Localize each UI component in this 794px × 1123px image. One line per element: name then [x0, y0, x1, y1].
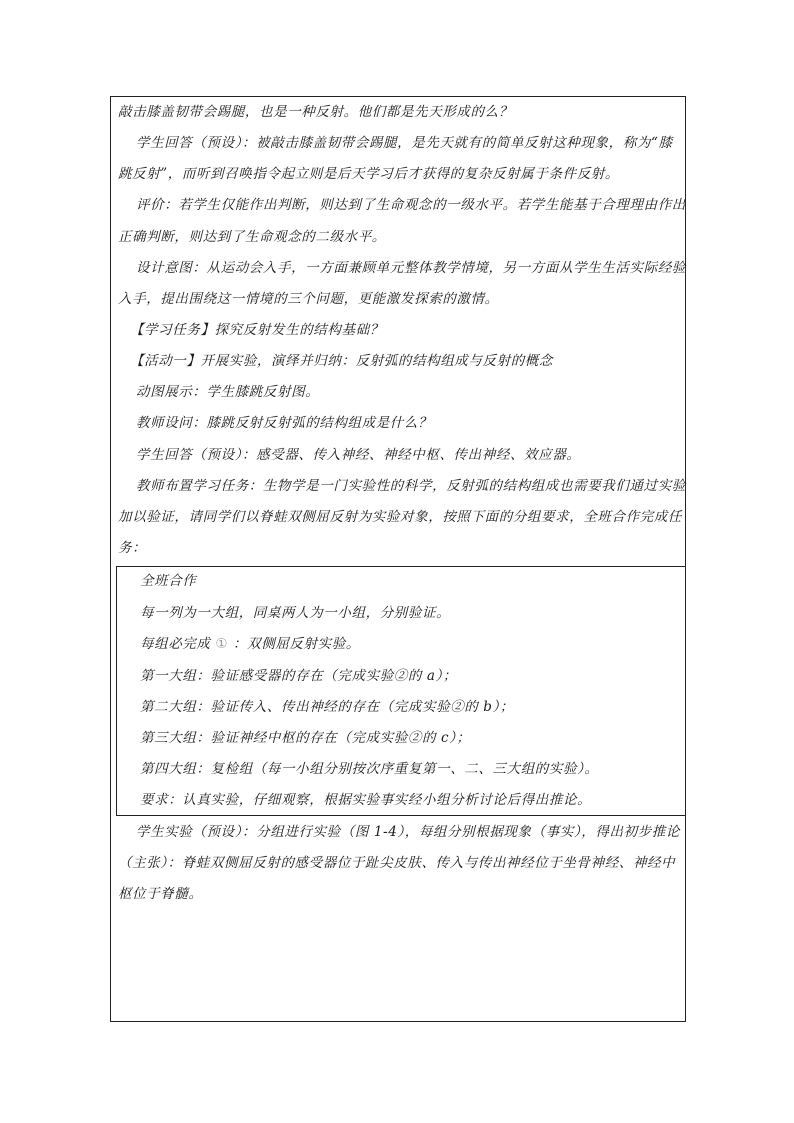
box-line: 第一大组：验证感受器的存在（完成实验②的 a）；	[140, 668, 457, 684]
text-line: 动图展示：学生膝跳反射图。	[136, 384, 320, 400]
text-line: （主张）：脊蛙双侧屈反射的感受器位于趾尖皮肤、传入与传出神经位于坐骨神经、神经中	[118, 855, 676, 871]
box-line: 要求：认真实验，仔细观察，根据实验事实经小组分析讨论后得出推论。	[140, 792, 592, 808]
text-line: 枢位于脊髓。	[118, 886, 203, 902]
text-line: 加以验证，请同学们以脊蛙双侧屈反射为实验对象，按照下面的分组要求，全班合作完成任	[118, 509, 682, 525]
box-line-text: 每组必完成	[140, 636, 211, 652]
text-line: 入手，提出围绕这一情境的三个问题，更能激发探索的激情。	[118, 291, 499, 307]
text-line: 敲击膝盖韧带会踢腿，也是一种反射。他们都是先天形成的么？	[118, 104, 513, 120]
text-line: 学生实验（预设）：分组进行实验（图 1-4），每组分别根据现象（事实），得出初步推论	[136, 824, 680, 840]
box-line-text: ：双侧屈反射实验。	[233, 636, 360, 652]
box-line	[140, 634, 360, 654]
box-title: 全班合作	[140, 573, 197, 589]
text-line: 教师布置学习任务：生物学是一门实验性的科学，反射弧的结构组成也需要我们通过实验	[136, 478, 686, 494]
box-line: 每一列为一大组，同桌两人为一小组，分别验证。	[140, 605, 451, 621]
text-line: 学生回答（预设）：感受器、传入神经、神经中枢、传出神经、效应器。	[136, 447, 581, 463]
text-line: 务：	[118, 540, 147, 556]
box-line: 第二大组：验证传入、传出神经的存在（完成实验②的 b）；	[140, 699, 514, 715]
text-line: 正确判断，则达到了生命观念的二级水平。	[118, 229, 386, 245]
text-line: 跳反射”，而听到召唤指令起立则是后天学习后才获得的复杂反射属于条件反射。	[118, 166, 620, 182]
section-heading: 【活动一】开展实验，演绎并归纳：反射弧的结构组成与反射的概念	[130, 353, 553, 369]
box-line: 第四大组：复检组（每一小组分别按次序重复第一、二、三大组的实验）。	[140, 761, 599, 777]
circled-number: ①	[215, 636, 229, 652]
box-line: 第三大组：验证神经中枢的存在（完成实验②的 c）；	[140, 730, 471, 746]
section-heading: 【学习任务】探究反射发生的结构基础？	[130, 322, 384, 338]
text-line: 评价：若学生仅能作出判断，则达到了生命观念的一级水平。若学生能基于合理理由作出	[136, 197, 686, 213]
text-line: 设计意图：从运动会入手，一方面兼顾单元整体教学情境，另一方面从学生生活实际经验	[136, 260, 686, 276]
text-line: 学生回答（预设）：被敲击膝盖韧带会踢腿，是先天就有的简单反射这种现象，称为“膝	[136, 135, 673, 151]
text-line: 教师设问：膝跳反射反射弧的结构组成是什么？	[136, 415, 433, 431]
